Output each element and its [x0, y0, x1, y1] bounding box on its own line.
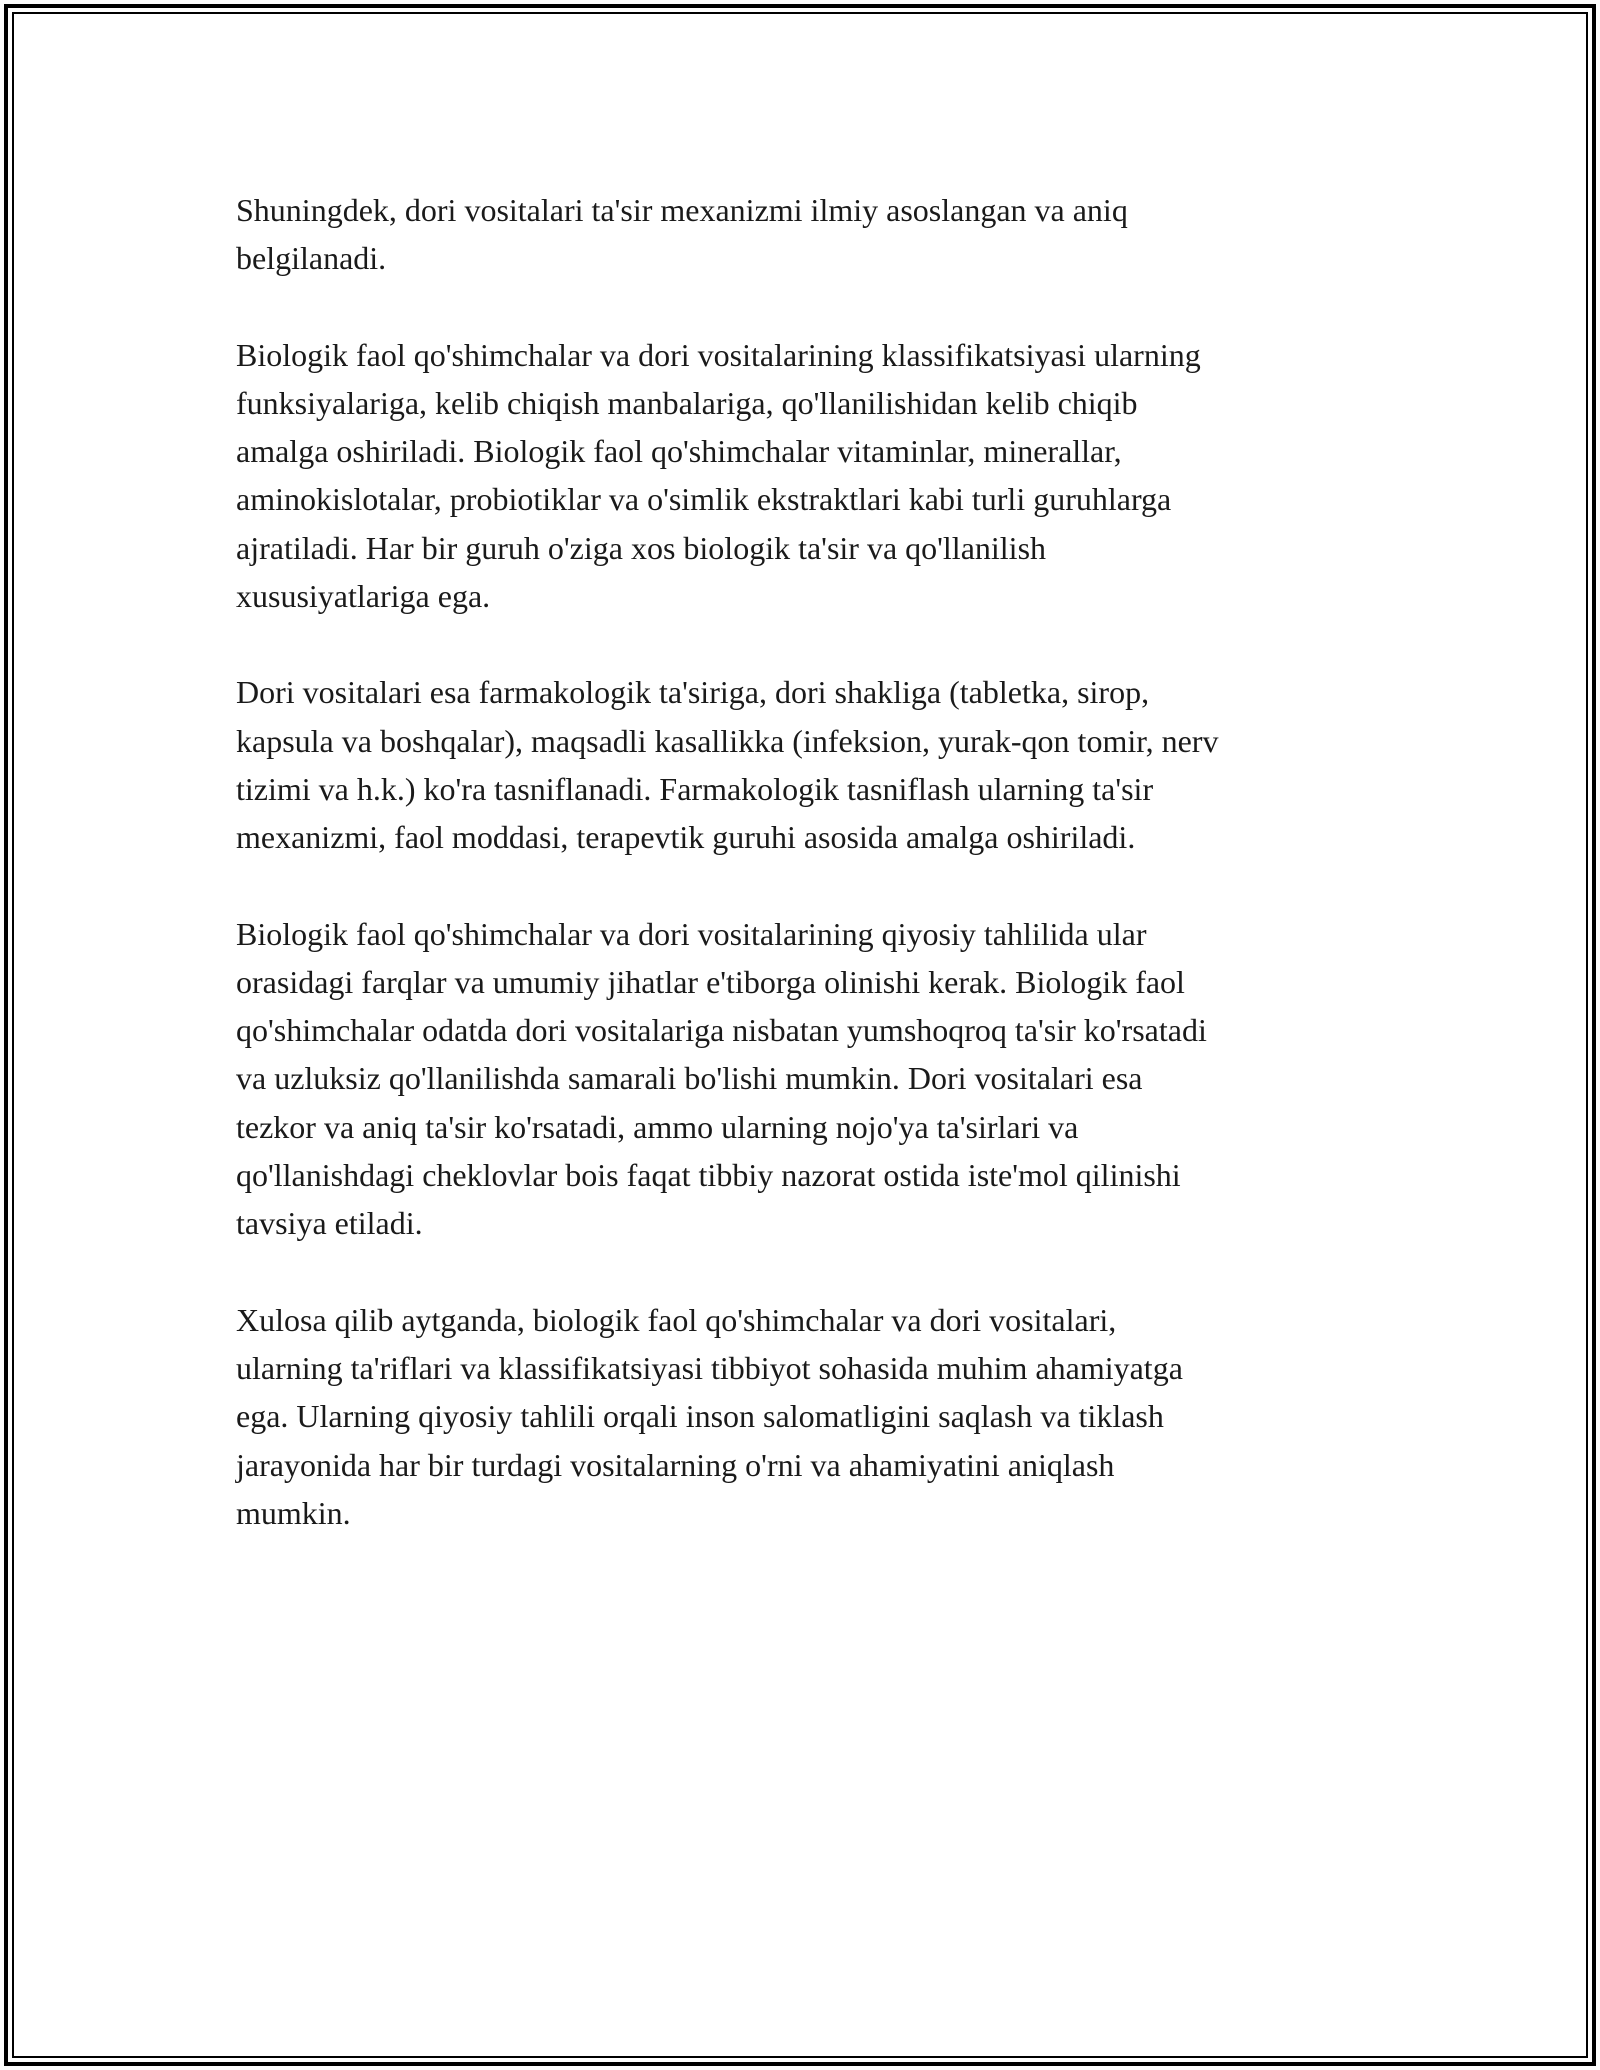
text-line: va uzluksiz qo'llanilishda samarali bo'lishi mumkin. Dori vositalari esa [236, 1060, 1143, 1097]
text-line: kapsula va boshqalar), maqsadli kasallikka (infeksion, yurak-qon tomir, nerv [236, 722, 1219, 759]
text-line: tavsiya etiladi. [236, 1205, 423, 1242]
paragraph-5 [236, 1296, 1376, 1537]
text-line: Biologik faol qo'shimchalar va dori vositalarining klassifikatsiyasi ularning [236, 336, 1201, 373]
text-line: qo'shimchalar odatda dori vositalariga nisbatan yumshoqroq ta'sir ko'rsatadi [236, 1012, 1207, 1049]
text-line: mexanizmi, faol moddasi, terapevtik guruhi asosida amalga oshiriladi. [236, 819, 1136, 856]
text-line: amalga oshiriladi. Biologik faol qo'shimchalar vitaminlar, minerallar, [236, 433, 1122, 470]
text-line: orasidagi farqlar va umumiy jihatlar e'tiborga olinishi kerak. Biologik faol [236, 963, 1185, 1000]
text-line: tezkor va aniq ta'sir ko'rsatadi, ammo ularning nojo'ya ta'sirlari va [236, 1108, 1079, 1145]
text-line: xususiyatlariga ega. [236, 578, 491, 615]
text-line: belgilanadi. [236, 240, 387, 277]
text-line: Xulosa qilib aytganda, biologik faol qo'shimchalar va dori vositalari, [236, 1301, 1117, 1338]
text-line: qo'llanishdagi cheklovlar bois faqat tibbiy nazorat ostida iste'mol qilinishi [236, 1157, 1181, 1194]
text-line: aminokislotalar, probiotiklar va o'simlik ekstraktlari kabi turli guruhlarga [236, 481, 1172, 518]
text-line: ularning ta'riflari va klassifikatsiyasi tibbiyot sohasida muhim ahamiyatga [236, 1349, 1183, 1386]
text-line: mumkin. [236, 1494, 351, 1531]
text-line: Shuningdek, dori vositalari ta'sir mexanizmi ilmiy asoslangan va aniq [236, 192, 1128, 228]
text-line: ega. Ularning qiyosiy tahlili orqali inson salomatligini saqlash va tiklash [236, 1398, 1164, 1435]
document-body [236, 186, 1376, 1537]
paragraph-3 [236, 668, 1376, 861]
text-line: Dori vositalari esa farmakologik ta'siriga, dori shakliga (tabletka, sirop, [236, 674, 1150, 711]
text-line: funksiyalariga, kelib chiqish manbalariga, qo'llanilishidan kelib chiqib [236, 384, 1138, 421]
paragraph-4 [236, 910, 1376, 1248]
paragraph-1 [236, 186, 1376, 283]
text-line: Biologik faol qo'shimchalar va dori vositalarining qiyosiy tahlilida ular [236, 915, 1147, 952]
text-line: jarayonida har bir turdagi vositalarning o'rni va ahamiyatini aniqlash [236, 1446, 1115, 1483]
text-line: tizimi va h.k.) ko'ra tasniflanadi. Farmakologik tasniflash ularning ta'sir [236, 770, 1154, 807]
text-line: ajratiladi. Har bir guruh o'ziga xos biologik ta'sir va qo'llanilish [236, 529, 1047, 566]
paragraph-2 [236, 331, 1376, 621]
